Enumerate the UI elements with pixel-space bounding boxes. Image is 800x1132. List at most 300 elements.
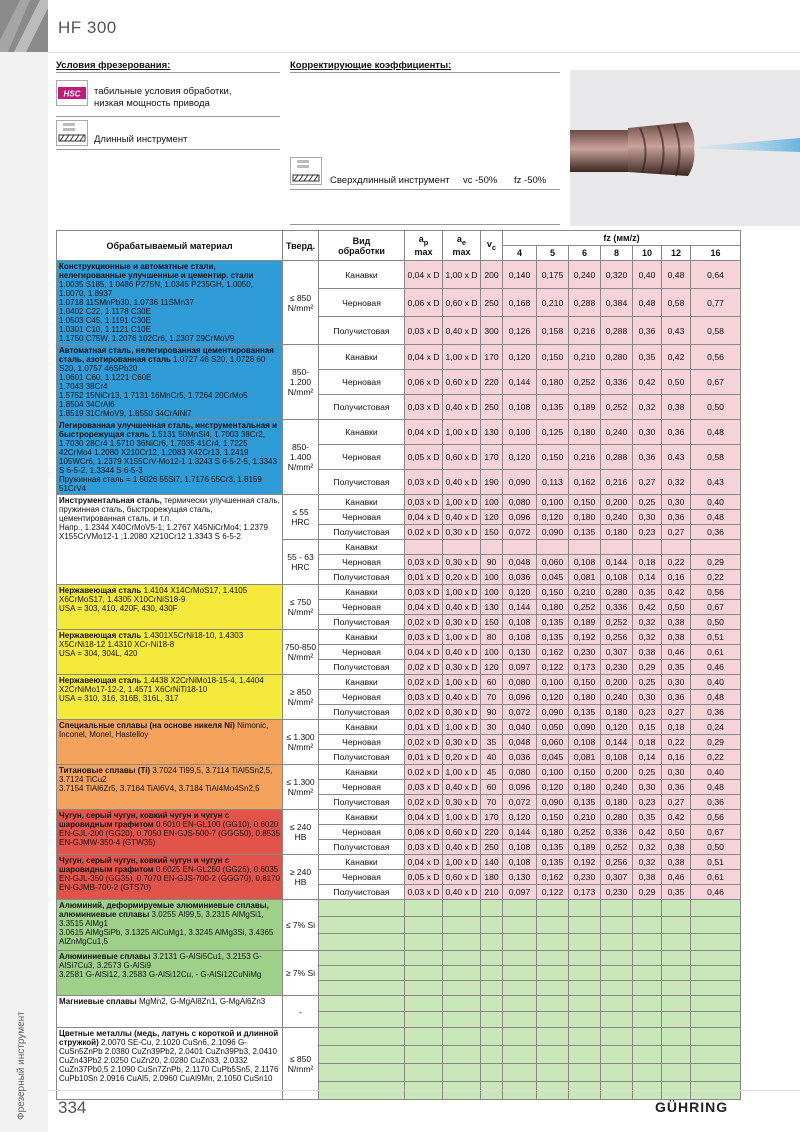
empty-cell <box>537 1012 569 1028</box>
material-grades: 0.6025 EN-GL250 (GG25), 0.6035 EN-GJL-350 (GG35), 0.7070 EN-GJS-700-2 (GGG70), 0.8170 EN-GJMB-700-2 (GTS70) <box>59 865 280 892</box>
fz-cell: 0,125 <box>537 420 569 445</box>
fz-cell: 0,180 <box>569 690 601 705</box>
fz-cell: 0,122 <box>537 885 569 900</box>
fz-cell: 0,48 <box>691 780 741 795</box>
vc-cell: 170 <box>481 445 503 470</box>
depth-cell: 0,04 x D <box>405 510 443 525</box>
divider <box>290 72 560 73</box>
material-title: Специальные сплавы (на основе никеля Ni) <box>59 721 235 730</box>
empty-cell <box>662 966 691 981</box>
vc-cell: 100 <box>481 495 503 510</box>
col-ae: $a_e$ max <box>443 231 481 261</box>
empty-cell <box>601 981 633 996</box>
depth-cell: 0,30 x D <box>443 705 481 720</box>
empty-cell <box>319 981 405 996</box>
empty-cell <box>691 996 741 1012</box>
fz-cell: 0,097 <box>503 885 537 900</box>
fz-cell: 0,216 <box>569 317 601 345</box>
empty-cell <box>691 917 741 934</box>
empty-cell <box>443 900 481 917</box>
fz-cell: 0,50 <box>662 825 691 840</box>
fz-cell: 0,126 <box>503 317 537 345</box>
empty-cell <box>481 917 503 934</box>
fz-cell: 0,036 <box>503 750 537 765</box>
fz-cell: 0,180 <box>537 825 569 840</box>
process-cell: Черновая <box>319 445 405 470</box>
table-row <box>57 720 741 735</box>
empty-cell <box>405 1064 443 1082</box>
fz-cell: 0,336 <box>601 600 633 615</box>
material-title: Легированная улучшенная сталь, инструментальная и быстрорежущая сталь <box>59 421 278 439</box>
fz-cell: 0,090 <box>503 470 537 495</box>
table-row <box>57 951 741 966</box>
brand-logo: GÜHRING <box>655 1099 729 1115</box>
material-cell <box>57 996 283 1028</box>
table-row <box>57 996 741 1012</box>
depth-cell: 1,00 x D <box>443 420 481 445</box>
empty-cell <box>319 966 405 981</box>
empty-cell <box>481 966 503 981</box>
fz-cell: 0,252 <box>569 600 601 615</box>
material-cell <box>57 630 283 675</box>
col-process: Вид обработки <box>319 231 405 261</box>
depth-cell: 0,40 x D <box>443 780 481 795</box>
depth-cell: 1,00 x D <box>443 630 481 645</box>
fz-cell: 0,113 <box>537 470 569 495</box>
depth-cell: 0,60 x D <box>443 289 481 317</box>
empty-cell <box>537 917 569 934</box>
fz-cell: 0,252 <box>601 615 633 630</box>
material-grades: 1.0035 S185, 1.0486 P275N, 1.0345 P235GH, 1.0050, 1.0070, 1.8937 1.0718 11SMnPb30, 1.0736 11SMn37 1.0402 C22, 1.1178 C30E 1.0503 C45, 1.1191 C30E 1.0301 C10, 1.1121 C10E 1.1750 C75W, 1.2076 102Cr6, 1.2307 29CrMoV9 <box>59 280 253 343</box>
material-cell <box>57 900 283 951</box>
side-band <box>0 0 48 1132</box>
empty-cell <box>537 1064 569 1082</box>
fz-cell: 0,150 <box>537 345 569 370</box>
depth-cell: 0,03 x D <box>405 555 443 570</box>
depth-cell: 0,30 x D <box>443 525 481 540</box>
fz-cell: 0,120 <box>503 810 537 825</box>
fz-cell: 0,36 <box>691 525 741 540</box>
fz-cell: 0,096 <box>503 510 537 525</box>
fz-cell: 0,30 <box>633 780 662 795</box>
fz-cell: 0,189 <box>569 395 601 420</box>
fz-cell: 0,060 <box>537 735 569 750</box>
fz-cell: 0,48 <box>691 690 741 705</box>
vc-cell: 170 <box>481 810 503 825</box>
empty-cell <box>481 996 503 1012</box>
fz-cell: 0,40 <box>691 675 741 690</box>
empty-cell <box>443 1012 481 1028</box>
empty-cell <box>503 917 537 934</box>
empty-cell <box>691 900 741 917</box>
material-grades: MgMn2, G-MgAl8Zn1, G-MgAl6Zn3 <box>138 997 266 1006</box>
table-row <box>57 1028 741 1046</box>
empty-cell <box>503 900 537 917</box>
table-row <box>57 345 741 370</box>
empty-cell <box>405 934 443 951</box>
process-cell: Получистовая <box>319 570 405 585</box>
depth-cell: 0,04 x D <box>405 855 443 870</box>
process-cell: Канавки <box>319 630 405 645</box>
empty-cell <box>569 917 601 934</box>
empty-cell <box>405 917 443 934</box>
vc-cell: 120 <box>481 510 503 525</box>
fz-cell: 0,18 <box>633 735 662 750</box>
depth-cell: 0,30 x D <box>443 555 481 570</box>
fz-cell: 0,120 <box>537 690 569 705</box>
fz-cell: 0,38 <box>633 870 662 885</box>
fz-cell: 0,180 <box>569 420 601 445</box>
fz-cell: 0,27 <box>662 525 691 540</box>
fz-cell: 0,42 <box>633 600 662 615</box>
depth-cell: 0,20 x D <box>443 750 481 765</box>
fz-cell: 0,58 <box>691 445 741 470</box>
hardness-cell: ≤ 7% Si <box>283 900 319 951</box>
empty-cell <box>481 900 503 917</box>
fz-cell: 0,252 <box>601 395 633 420</box>
corrections-label: Корректирующие коэффициенты: <box>290 60 452 71</box>
condition-text: табильные условия обработки, <box>94 86 232 97</box>
fz-cell: 0,240 <box>569 261 601 289</box>
fz-cell: 0,22 <box>662 735 691 750</box>
material-title: Титановые сплавы (Ti) <box>59 766 151 775</box>
fz-cell: 0,15 <box>633 720 662 735</box>
fz-cell: 0,40 <box>691 765 741 780</box>
depth-cell: 0,03 x D <box>405 317 443 345</box>
fz-cell: 0,144 <box>503 600 537 615</box>
material-title: Чугун, серый чугун, ковкий чугун и чугун с шаровидным графитом <box>59 811 230 829</box>
vc-cell: 90 <box>481 705 503 720</box>
empty-cell <box>691 1028 741 1046</box>
fz-cell: 0,29 <box>691 555 741 570</box>
material-title: Алюминиевые сплавы <box>59 952 151 961</box>
empty-cell <box>569 900 601 917</box>
material-grades: 1.4438 X2CrNiMo18-15-4, 1.4404 X2CrNiMo17-12-2, 1.4571 X6CrNiTi18-10 USA = 310, 316, 316B, 316L, 317 <box>59 676 264 703</box>
material-cell <box>57 420 283 495</box>
fz-cell: 0,256 <box>601 855 633 870</box>
material-grades: 2.0070 SE-Cu, 2.1020 CuSn6, 2.1096 G-CuSn5ZnPb 2.0380 CuZn39Pb2, 2.0401 CuZn39Pb3, 2.0410 CuZn43Pb2 2.0250 CuZn20, 2.0280 CuZn33, 2.0332 CuZn37Pb0,5 2.1090 CuSn7ZnPb, 2.1170 CuPb5Sn5, 2.1176 CuPb10Sn 2.0916 CuAl5, 2.0960 CuAl9Mn, 2.1050 CuSn10 <box>59 1038 279 1083</box>
empty-cell <box>633 951 662 966</box>
fz-cell: 0,56 <box>691 345 741 370</box>
correction-vc: vc -50% <box>463 175 498 186</box>
fz-cell: 0,50 <box>691 840 741 855</box>
depth-cell: 0,03 x D <box>405 840 443 855</box>
side-label: Фрезерный инструмент <box>16 1011 27 1120</box>
empty-cell <box>633 934 662 951</box>
hardness-cell: ≤ 55 HRC <box>283 495 319 540</box>
fz-cell: 0,32 <box>633 615 662 630</box>
depth-cell: 0,04 x D <box>405 810 443 825</box>
material-title: Нержавеющая сталь <box>59 676 142 685</box>
process-cell: Канавки <box>319 810 405 825</box>
process-cell: Канавки <box>319 540 405 555</box>
empty-cell <box>601 1064 633 1082</box>
fz-cell: 0,61 <box>691 645 741 660</box>
vc-cell: 220 <box>481 370 503 395</box>
fz-cell: 0,36 <box>691 705 741 720</box>
vc-cell: 100 <box>481 645 503 660</box>
fz-cell: 0,16 <box>662 750 691 765</box>
fz-cell <box>633 540 662 555</box>
empty-cell <box>633 900 662 917</box>
fz-cell: 0,072 <box>503 525 537 540</box>
process-cell: Получистовая <box>319 795 405 810</box>
fz-cell: 0,144 <box>503 825 537 840</box>
fz-cell: 0,51 <box>691 630 741 645</box>
vc-cell: 70 <box>481 690 503 705</box>
material-title: Чугун, серый чугун, ковкий чугун и чугун с шаровидным графитом <box>59 856 230 874</box>
fz-cell: 0,32 <box>633 840 662 855</box>
fz-cell: 0,080 <box>503 765 537 780</box>
depth-cell: 0,40 x D <box>443 840 481 855</box>
fz-cell: 0,25 <box>633 765 662 780</box>
depth-cell: 0,03 x D <box>405 495 443 510</box>
fz-cell: 0,158 <box>537 317 569 345</box>
depth-cell: 0,03 x D <box>405 470 443 495</box>
fz-cell: 0,30 <box>633 690 662 705</box>
material-grades: 1.4301X5CrNi18-10, 1.4303 X5CrNi18-12 1.4310 XCr-Ni18-8 USA = 304, 304L, 420 <box>59 631 244 658</box>
fz-cell: 0,320 <box>601 261 633 289</box>
material-title: Нержавеющая сталь <box>59 586 142 595</box>
material-grades: 3.2131 G-AlSi5Cu1, 3.2153 G-AlSi7Cu3, 3.2573 G-AlSi9 3.2581 G-AlSi12, 3.2583 G-AlSi12Cu, - G-AlSi12CuNiMg <box>59 952 262 979</box>
material-cell <box>57 720 283 765</box>
fz-cell: 0,210 <box>569 810 601 825</box>
fz-cell: 0,140 <box>503 261 537 289</box>
divider <box>56 149 280 150</box>
fz-cell: 0,090 <box>537 795 569 810</box>
empty-cell <box>405 996 443 1012</box>
depth-cell: 0,60 x D <box>443 445 481 470</box>
empty-cell <box>503 981 537 996</box>
fz-cell: 0,32 <box>662 470 691 495</box>
chapter-logo-icon <box>0 0 48 52</box>
depth-cell: 0,40 x D <box>443 317 481 345</box>
fz-cell: 0,22 <box>691 750 741 765</box>
process-cell: Получистовая <box>319 525 405 540</box>
hardness-cell: 850-1.200 N/mm² <box>283 345 319 420</box>
fz-cell: 0,29 <box>633 885 662 900</box>
process-cell: Черновая <box>319 780 405 795</box>
fz-cell: 0,22 <box>691 570 741 585</box>
fz-cell: 0,162 <box>537 645 569 660</box>
fz-cell: 0,280 <box>601 810 633 825</box>
process-cell: Канавки <box>319 675 405 690</box>
fz-cell: 0,135 <box>569 795 601 810</box>
empty-cell <box>691 934 741 951</box>
empty-cell <box>601 996 633 1012</box>
empty-cell <box>405 951 443 966</box>
depth-cell: 1,00 x D <box>443 810 481 825</box>
empty-cell <box>569 934 601 951</box>
fz-cell: 0,096 <box>503 780 537 795</box>
depth-cell: 0,03 x D <box>405 780 443 795</box>
fz-cell: 0,58 <box>662 289 691 317</box>
fz-cell: 0,27 <box>633 470 662 495</box>
fz-cell: 0,173 <box>569 885 601 900</box>
depth-cell: 0,06 x D <box>405 370 443 395</box>
fz-cell: 0,46 <box>662 870 691 885</box>
depth-cell: 0,40 x D <box>443 690 481 705</box>
depth-cell: 0,03 x D <box>405 690 443 705</box>
fz-cell: 0,280 <box>601 585 633 600</box>
depth-cell: 0,02 x D <box>405 675 443 690</box>
depth-cell: 0,02 x D <box>405 615 443 630</box>
fz-cell: 0,200 <box>601 675 633 690</box>
vc-cell: 250 <box>481 395 503 420</box>
depth-cell: 0,06 x D <box>405 825 443 840</box>
fz-cell: 0,35 <box>633 810 662 825</box>
fz-cell: 0,081 <box>569 750 601 765</box>
empty-cell <box>691 1012 741 1028</box>
fz-cell: 0,230 <box>601 885 633 900</box>
fz-cell: 0,150 <box>569 765 601 780</box>
depth-cell: 0,30 x D <box>443 615 481 630</box>
empty-cell <box>443 951 481 966</box>
empty-cell <box>481 934 503 951</box>
fz-cell: 0,43 <box>662 445 691 470</box>
depth-cell: 0,01 x D <box>405 570 443 585</box>
fz-cell: 0,240 <box>601 510 633 525</box>
empty-cell <box>443 1046 481 1064</box>
depth-cell: 0,02 x D <box>405 660 443 675</box>
process-cell: Получистовая <box>319 840 405 855</box>
fz-cell: 0,22 <box>662 555 691 570</box>
fz-cell: 0,100 <box>537 675 569 690</box>
hardness-cell: ≤ 240 HB <box>283 810 319 855</box>
fz-cell: 0,36 <box>662 510 691 525</box>
fz-cell: 0,48 <box>691 510 741 525</box>
process-cell: Черновая <box>319 825 405 840</box>
fz-cell: 0,43 <box>662 317 691 345</box>
page-title: HF 300 <box>58 18 117 37</box>
fz-cell: 0,307 <box>601 645 633 660</box>
fz-col-header: 16 <box>691 246 741 261</box>
fz-cell: 0,51 <box>691 855 741 870</box>
empty-cell <box>319 951 405 966</box>
fz-cell: 0,135 <box>569 705 601 720</box>
vc-cell: 120 <box>481 660 503 675</box>
correction-fz: fz -50% <box>514 175 547 186</box>
fz-cell: 0,180 <box>537 370 569 395</box>
fz-cell <box>569 540 601 555</box>
fz-cell: 0,29 <box>691 735 741 750</box>
fz-cell: 0,30 <box>662 675 691 690</box>
empty-cell <box>503 1064 537 1082</box>
header-divider <box>48 52 800 53</box>
fz-cell: 0,210 <box>569 585 601 600</box>
fz-cell: 0,35 <box>662 660 691 675</box>
fz-cell: 0,35 <box>633 585 662 600</box>
fz-cell: 0,67 <box>691 370 741 395</box>
fz-cell: 0,307 <box>601 870 633 885</box>
extra-long-tool-icon <box>290 157 322 185</box>
fz-cell: 0,162 <box>569 470 601 495</box>
fz-cell: 0,58 <box>691 317 741 345</box>
fz-cell: 0,50 <box>662 600 691 615</box>
empty-cell <box>537 900 569 917</box>
hardness-cell: ≥ 240 HB <box>283 855 319 900</box>
empty-cell <box>405 1046 443 1064</box>
depth-cell: 0,60 x D <box>443 825 481 840</box>
hardness-cell: ≥ 850 N/mm² <box>283 675 319 720</box>
material-cell <box>57 1028 283 1100</box>
fz-cell: 0,48 <box>633 289 662 317</box>
vc-cell: 90 <box>481 555 503 570</box>
fz-cell: 0,30 <box>633 420 662 445</box>
material-title: Цветные металлы (медь, латунь с короткой и длинной стружкой) <box>59 1029 279 1047</box>
fz-cell: 0,120 <box>503 445 537 470</box>
empty-cell <box>601 1028 633 1046</box>
hardness-cell: ≤ 850 N/mm² <box>283 1028 319 1100</box>
fz-cell: 0,18 <box>662 720 691 735</box>
empty-cell <box>662 1028 691 1046</box>
fz-cell: 0,77 <box>691 289 741 317</box>
material-grades: 3.7024 Ti99,5, 3.7114 TiAl5Sn2,5, 3.7124 TiCu2 3.7154 TiAl6Zr5, 3.7164 TiAl6V4, 3.7184 TiAl4Mo4Sn2,5 <box>59 766 273 793</box>
empty-cell <box>443 996 481 1012</box>
depth-cell: 0,05 x D <box>405 445 443 470</box>
empty-cell <box>569 996 601 1012</box>
fz-cell: 0,40 <box>633 261 662 289</box>
fz-cell: 0,120 <box>537 510 569 525</box>
empty-cell <box>319 1028 405 1046</box>
empty-cell <box>633 966 662 981</box>
fz-cell: 0,42 <box>662 585 691 600</box>
fz-cell: 0,200 <box>601 765 633 780</box>
empty-cell <box>569 951 601 966</box>
depth-cell: 0,60 x D <box>443 870 481 885</box>
fz-cell: 0,180 <box>569 510 601 525</box>
fz-cell: 0,090 <box>537 525 569 540</box>
process-cell: Черновая <box>319 870 405 885</box>
depth-cell: 0,03 x D <box>405 585 443 600</box>
fz-cell: 0,150 <box>537 445 569 470</box>
table-row <box>57 630 741 645</box>
fz-cell: 0,189 <box>569 840 601 855</box>
fz-cell: 0,108 <box>569 555 601 570</box>
tool-photo <box>570 70 800 226</box>
fz-cell: 0,108 <box>503 630 537 645</box>
fz-cell: 0,081 <box>569 570 601 585</box>
empty-cell <box>481 1046 503 1064</box>
fz-cell: 0,50 <box>691 615 741 630</box>
fz-cell: 0,64 <box>691 261 741 289</box>
depth-cell: 0,04 x D <box>405 420 443 445</box>
table-row <box>57 855 741 870</box>
fz-cell: 0,050 <box>537 720 569 735</box>
fz-cell: 0,36 <box>633 445 662 470</box>
material-title: Автоматная сталь, нелегированная цементированная сталь, азотированная сталь <box>59 346 274 364</box>
fz-cell: 0,048 <box>503 555 537 570</box>
fz-cell: 0,108 <box>569 735 601 750</box>
fz-cell: 0,288 <box>601 317 633 345</box>
fz-cell: 0,61 <box>691 870 741 885</box>
vc-cell: 250 <box>481 289 503 317</box>
process-cell: Черновая <box>319 645 405 660</box>
fz-cell: 0,108 <box>503 840 537 855</box>
fz-cell: 0,090 <box>569 720 601 735</box>
vc-cell: 140 <box>481 855 503 870</box>
process-cell: Черновая <box>319 600 405 615</box>
fz-col-header: 12 <box>662 246 691 261</box>
fz-cell: 0,27 <box>662 795 691 810</box>
process-cell: Черновая <box>319 289 405 317</box>
fz-cell: 0,180 <box>601 705 633 720</box>
hsc-icon <box>56 80 88 106</box>
fz-cell: 0,135 <box>537 395 569 420</box>
empty-cell <box>691 1064 741 1082</box>
vc-cell: 300 <box>481 317 503 345</box>
depth-cell: 0,04 x D <box>405 600 443 615</box>
